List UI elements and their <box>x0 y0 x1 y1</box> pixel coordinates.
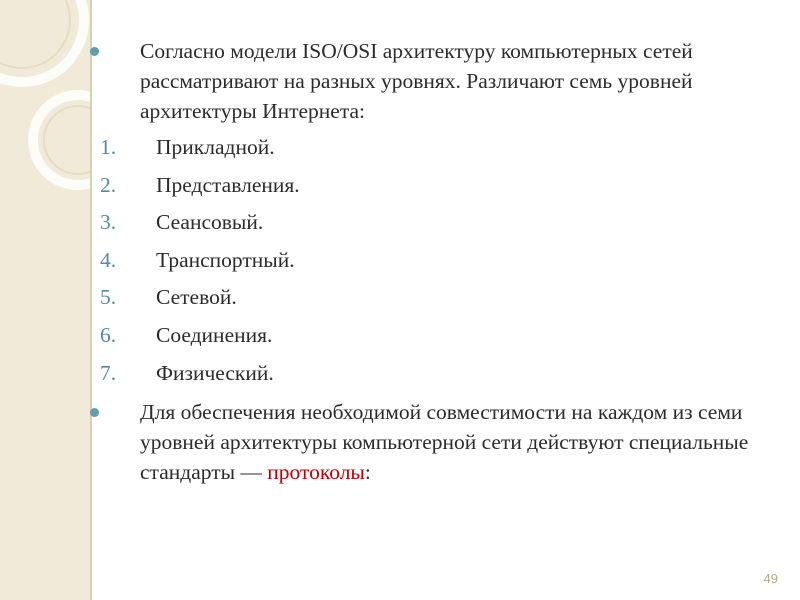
list-text: Соединения. <box>156 322 273 347</box>
bullet-icon <box>90 408 99 417</box>
intro-text: Согласно модели ISO/OSI архитектуру компьютерных сетей рассматривают на разных уровнях. Различают семь уровней архитектуры Интернета: <box>140 39 693 123</box>
levels-list <box>100 132 760 395</box>
closing-end: : <box>364 460 371 485</box>
slide-number: 49 <box>763 571 778 586</box>
list-item <box>100 170 760 208</box>
list-text: Сетевой. <box>156 285 237 310</box>
left-decor-panel <box>0 0 90 600</box>
list-text: Представления. <box>156 172 300 197</box>
protocols-highlight: протоколы <box>267 460 365 485</box>
list-item <box>100 245 760 283</box>
list-number: 3. <box>100 210 117 235</box>
panel-divider <box>90 0 92 600</box>
list-item <box>100 282 760 320</box>
bullet-icon <box>90 47 99 56</box>
list-text: Физический. <box>156 360 274 385</box>
list-text: Прикладной. <box>156 135 275 159</box>
list-number: 2. <box>100 172 117 197</box>
closing-text: Для обеспечения необходимой совместимости на каждом из семи уровней архитектуры компьютерной сети действуют специальные стандарты — <box>140 400 749 485</box>
list-number: 4. <box>100 247 117 272</box>
intro-paragraph <box>100 36 760 126</box>
list-number: 5. <box>100 285 117 310</box>
list-number: 1. <box>100 135 117 159</box>
list-number: 6. <box>100 322 117 347</box>
list-text: Транспортный. <box>156 247 295 272</box>
slide-content <box>100 36 760 487</box>
decorative-rings <box>0 0 90 220</box>
list-text: Сеансовый. <box>156 210 264 235</box>
closing-paragraph <box>100 397 760 487</box>
list-item <box>100 358 760 396</box>
list-item <box>100 207 760 245</box>
list-item <box>100 320 760 358</box>
list-item <box>100 132 760 170</box>
list-number: 7. <box>100 360 117 385</box>
